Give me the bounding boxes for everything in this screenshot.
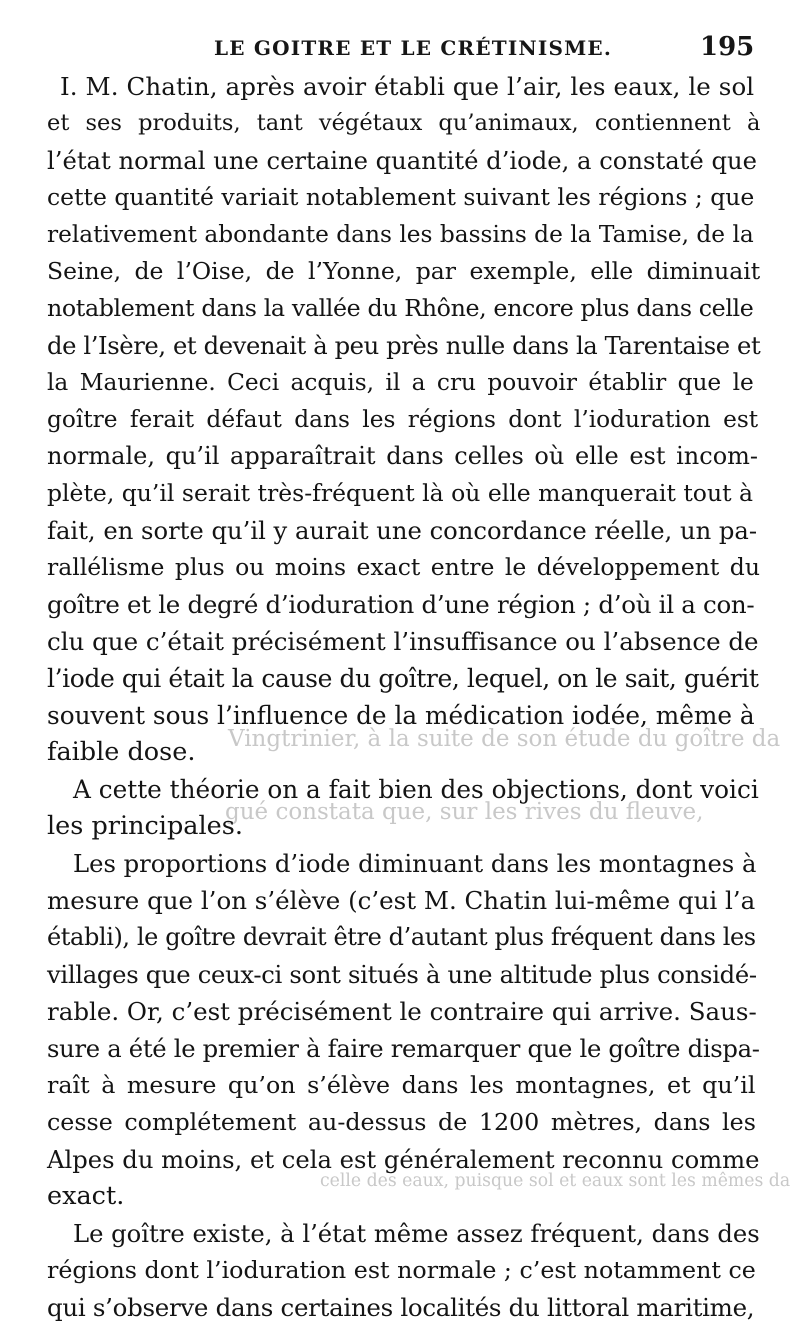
running-title: LE GOITRE ET LE CRÉTINISME. bbox=[214, 36, 613, 60]
text-line: normale, qu’il apparaîtrait dans celles où elle est incom- bbox=[47, 442, 759, 470]
text-line: mesure que l’on s’élève (c’est M. Chatin lui-même qui l’a bbox=[47, 886, 756, 915]
text-line: I. M. Chatin, après avoir établi que l’air, les eaux, le sol bbox=[60, 72, 755, 101]
text-line: exact. bbox=[47, 1181, 125, 1211]
text-line: cette quantité variait notablement suivant les régions ; que bbox=[47, 183, 755, 211]
text-line: plète, qu’il serait très-fréquent là où elle manquerait tout à bbox=[47, 479, 754, 507]
text-line: rable. Or, c’est précisément le contraire qui arrive. Saus- bbox=[47, 997, 757, 1026]
text-line: sure a été le premier à faire remarquer que le goître dispa- bbox=[47, 1034, 760, 1063]
text-line: goître ferait défaut dans les régions dont l’ioduration est bbox=[47, 406, 759, 433]
text-line: l’iode qui était la cause du goître, lequel, on le sait, guérit bbox=[47, 664, 759, 693]
text-line: les principales. bbox=[47, 811, 243, 841]
text-line: et ses produits, tant végétaux qu’animaux, contiennent à bbox=[47, 110, 761, 136]
text-line: relativement abondante dans les bassins de la Tamise, de la bbox=[47, 221, 754, 248]
text-line: goître et le degré d’ioduration d’une région ; d’où il a con- bbox=[47, 590, 755, 619]
text-line: régions dont l’ioduration est normale ; c’est notamment ce bbox=[47, 1256, 756, 1284]
bleed-through-text: celle des eaux, puisque sol et eaux sont les mêmes da bbox=[320, 1171, 791, 1191]
text-line: villages que ceux-ci sont situés à une altitude plus considé- bbox=[47, 960, 757, 989]
text-line: notablement dans la vallée du Rhône, encore plus dans celle bbox=[47, 294, 754, 322]
text-line: l’état normal une certaine quantité d’iode, a constaté que bbox=[47, 146, 757, 175]
text-line: fait, en sorte qu’il y aurait une concordance réelle, un pa- bbox=[47, 516, 758, 545]
page-header bbox=[0, 30, 800, 70]
bleed-through-text: Vingtrinier, à la suite de son étude du goître da bbox=[228, 726, 781, 752]
text-line: de l’Isère, et devenait à peu près nulle dans la Tarentaise et bbox=[47, 331, 761, 360]
text-line: la Maurienne. Ceci acquis, il a cru pouvoir établir que le bbox=[47, 369, 754, 396]
text-line: établi), le goître devrait être d’autant plus fréquent dans les bbox=[47, 923, 756, 951]
text-line: A cette théorie on a fait bien des objections, dont voici bbox=[73, 775, 759, 804]
text-line: Seine, de l’Oise, de l’Yonne, par exemple, elle diminuait bbox=[47, 257, 761, 285]
text-line: Le goître existe, à l’état même assez fréquent, dans des bbox=[73, 1219, 760, 1248]
page-number: 195 bbox=[700, 32, 755, 62]
text-line: faible dose. bbox=[47, 737, 196, 767]
text-line: Les proportions d’iode diminuant dans les montagnes à bbox=[73, 849, 757, 878]
text-line: Alpes du moins, et cela est généralement reconnu comme bbox=[47, 1145, 760, 1174]
bleed-through-text: gué constata que, sur les rives du fleuve, bbox=[225, 799, 704, 825]
text-line: raît à mesure qu’on s’élève dans les montagnes, et qu’il bbox=[47, 1071, 756, 1099]
text-line: souvent sous l’influence de la médication iodée, même à bbox=[47, 701, 755, 730]
text-line: clu que c’était précisément l’insuffisance ou l’absence de bbox=[47, 627, 759, 656]
text-line: cesse complétement au-dessus de 1200 mètres, dans les bbox=[47, 1108, 756, 1136]
text-line: qui s’observe dans certaines localités du littoral maritime, bbox=[47, 1293, 755, 1322]
text-line: rallélisme plus ou moins exact entre le développement du bbox=[47, 553, 760, 581]
